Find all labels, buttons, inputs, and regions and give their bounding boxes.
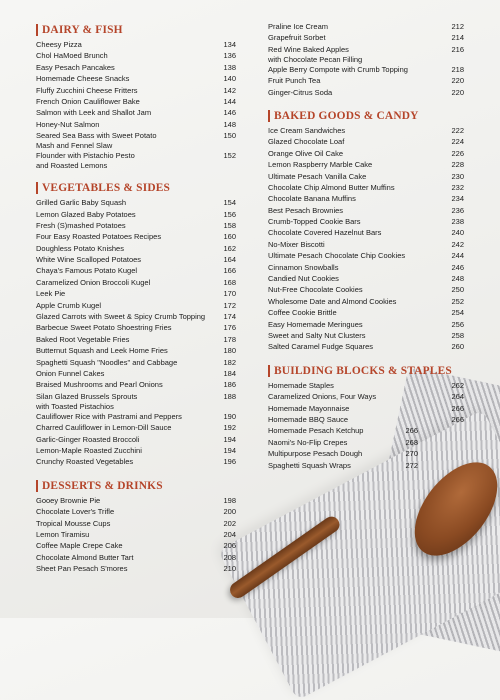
toc-entry[interactable] <box>36 74 236 85</box>
toc-entry[interactable] <box>268 381 464 392</box>
page-number: 208 <box>223 552 236 562</box>
toc-entry[interactable] <box>268 263 464 274</box>
toc-entry[interactable] <box>268 194 464 205</box>
page-number: 178 <box>223 334 236 344</box>
recipe-title: Tropical Mousse Cups <box>36 518 111 528</box>
recipe-title: Red Wine Baked Apples with Chocolate Pecan Filling <box>268 44 363 64</box>
recipe-title: Glazed Carrots with Sweet & Spicy Crumb Topping <box>36 312 206 322</box>
recipe-title: Naomi's No-Flip Crepes <box>268 437 348 447</box>
page-number: 258 <box>451 330 464 340</box>
toc-entry[interactable] <box>36 97 236 108</box>
page-number: 168 <box>223 277 236 287</box>
page-number: 192 <box>223 423 236 433</box>
recipe-title: Homemade Mayonnaise <box>268 403 350 413</box>
toc-entry[interactable] <box>268 331 464 342</box>
toc-entry[interactable] <box>268 285 464 296</box>
page-number: 228 <box>451 160 464 170</box>
page-number: 242 <box>451 239 464 249</box>
recipe-title: Braised Mushrooms and Pearl Onions <box>36 380 163 390</box>
toc-entry[interactable] <box>36 221 236 232</box>
toc-entry[interactable] <box>36 312 236 323</box>
recipe-title: Easy Homemade Meringues <box>268 319 363 329</box>
toc-entry[interactable] <box>36 278 236 289</box>
page-number: 170 <box>223 289 236 299</box>
page-number: 268 <box>405 437 418 447</box>
recipe-title: Chocolate Covered Hazelnut Bars <box>268 228 382 238</box>
page-number: 260 <box>451 342 464 352</box>
recipe-title: Four Easy Roasted Potatoes Recipes <box>36 232 162 242</box>
page-number: 148 <box>223 119 236 129</box>
page-number: 256 <box>451 319 464 329</box>
toc-entry[interactable] <box>36 151 236 171</box>
toc-entry[interactable] <box>36 496 236 507</box>
recipe-title: Homemade BBQ Sauce <box>268 414 349 424</box>
page-number: 194 <box>223 434 236 444</box>
recipe-title: Butternut Squash and Leek Home Fries <box>36 346 168 356</box>
toc-entry[interactable] <box>268 240 464 251</box>
heading-accent-bar <box>268 110 270 122</box>
section-building-blocks-staples <box>268 363 464 472</box>
page-number: 238 <box>451 217 464 227</box>
recipe-title: Best Pesach Brownies <box>268 205 344 215</box>
recipe-title: Barbecue Sweet Potato Shoestring Fries <box>36 323 172 333</box>
page-number: 196 <box>223 457 236 467</box>
recipe-title: Apple Berry Compote with Crumb Topping <box>268 64 408 74</box>
toc-entry[interactable] <box>268 76 464 87</box>
recipe-title: Onion Funnel Cakes <box>36 368 105 378</box>
toc-entry[interactable] <box>36 244 236 255</box>
recipe-title: Ginger-Citrus Soda <box>268 87 333 97</box>
recipe-title: French Onion Cauliflower Bake <box>36 96 140 106</box>
toc-entry[interactable] <box>36 564 236 575</box>
recipe-title: Caramelized Onion Broccoli Kugel <box>36 277 151 287</box>
toc-entry[interactable] <box>36 435 236 446</box>
page-number: 224 <box>451 137 464 147</box>
page-number: 158 <box>223 220 236 230</box>
recipe-title: Lemon Glazed Baby Potatoes <box>36 209 136 219</box>
recipe-title: Silan Glazed Brussels Sprouts with Toasted Pistachios <box>36 391 138 411</box>
page-number: 210 <box>223 564 236 574</box>
toc-entry[interactable] <box>36 86 236 97</box>
page-number: 166 <box>223 266 236 276</box>
recipe-title: Apple Crumb Kugel <box>36 300 102 310</box>
recipe-title: Doughless Potato Knishes <box>36 243 124 253</box>
toc-entry[interactable] <box>36 392 236 412</box>
toc-entry[interactable] <box>268 88 464 99</box>
page-number: 236 <box>451 205 464 215</box>
recipe-title: Chaya's Famous Potato Kugel <box>36 266 138 276</box>
page-number: 234 <box>451 194 464 204</box>
page-number: 266 <box>405 426 418 436</box>
recipe-title: Honey-Nut Salmon <box>36 119 100 129</box>
page-number: 220 <box>451 87 464 97</box>
page-number: 232 <box>451 182 464 192</box>
recipe-title: Baked Root Vegetable Fries <box>36 334 130 344</box>
recipe-title: Charred Cauliflower in Lemon-Dill Sauce <box>36 423 172 433</box>
page-number: 150 <box>223 131 236 141</box>
toc-entry[interactable] <box>268 404 464 415</box>
toc-entry[interactable] <box>268 342 464 353</box>
toc-entry[interactable] <box>36 40 236 51</box>
toc-entry[interactable] <box>268 126 464 137</box>
section-title: BAKED GOODS & CANDY <box>274 109 419 122</box>
page-number: 160 <box>223 232 236 242</box>
page-number: 240 <box>451 228 464 238</box>
page-number: 184 <box>223 368 236 378</box>
recipe-title: Multipurpose Pesach Dough <box>268 449 363 459</box>
toc-entry[interactable] <box>268 172 464 183</box>
page-number: 142 <box>223 85 236 95</box>
toc-entry[interactable] <box>268 22 464 33</box>
toc-entry[interactable] <box>36 232 236 243</box>
recipe-title: Crunchy Roasted Vegetables <box>36 457 134 467</box>
page-number: 180 <box>223 346 236 356</box>
recipe-title: Ultimate Pesach Vanilla Cake <box>268 171 367 181</box>
recipe-title: Fresh (S)mashed Potatoes <box>36 220 126 230</box>
toc-entry[interactable] <box>36 108 236 119</box>
recipe-title: White Wine Scalloped Potatoes <box>36 255 142 265</box>
toc-entry[interactable] <box>36 519 236 530</box>
section-title: DAIRY & FISH <box>42 24 123 36</box>
recipe-title: Ice Cream Sandwiches <box>268 125 346 135</box>
toc-entry[interactable] <box>268 449 418 460</box>
recipe-title: Coffee Cookie Brittle <box>268 308 337 318</box>
section-heading <box>36 22 236 38</box>
toc-entry[interactable] <box>36 301 236 312</box>
toc-entry[interactable] <box>268 149 464 160</box>
recipe-title: Lemon-Maple Roasted Zucchini <box>36 445 142 455</box>
recipe-title: Spaghetti Squash Wraps <box>268 460 351 470</box>
recipe-title: Coffee Maple Crepe Cake <box>36 541 123 551</box>
toc-entry[interactable] <box>36 266 236 277</box>
section-vegetables-sides <box>36 180 236 469</box>
recipe-title: Homemade Staples <box>268 380 334 390</box>
page-number: 220 <box>451 76 464 86</box>
page-number: 222 <box>451 125 464 135</box>
toc-entry[interactable] <box>268 415 464 426</box>
page-number: 190 <box>223 411 236 421</box>
toc-entry[interactable] <box>36 412 236 423</box>
section-title: DESSERTS & DRINKS <box>42 479 163 492</box>
recipe-title: Leek Pie <box>36 289 66 299</box>
toc-entry[interactable] <box>36 380 236 391</box>
recipe-title: Sweet and Salty Nut Clusters <box>268 330 366 340</box>
recipe-title: Wholesome Date and Almond Cookies <box>268 296 397 306</box>
page-number: 182 <box>223 357 236 367</box>
toc-entry[interactable] <box>268 137 464 148</box>
recipe-title: Seared Sea Bass with Sweet Potato Mash and Fennel Slaw <box>36 131 157 151</box>
page-number: 156 <box>223 209 236 219</box>
recipe-title: Easy Pesach Pancakes <box>36 62 115 72</box>
toc-entry[interactable] <box>36 63 236 74</box>
recipe-title: Chocolate Almond Butter Tart <box>36 552 134 562</box>
section-title: BUILDING BLOCKS & STAPLES <box>274 364 452 377</box>
toc-entry[interactable] <box>36 346 236 357</box>
page-number: 248 <box>451 274 464 284</box>
recipe-title: Gooey Brownie Pie <box>36 495 101 505</box>
page-number: 272 <box>405 460 418 470</box>
toc-entry[interactable] <box>268 183 464 194</box>
recipe-title: Ultimate Pesach Chocolate Chip Cookies <box>268 251 406 261</box>
toc-entry[interactable] <box>36 530 236 541</box>
toc-right-column <box>268 22 464 481</box>
toc-entry[interactable] <box>36 120 236 131</box>
page-number: 250 <box>451 285 464 295</box>
page-number: 154 <box>223 198 236 208</box>
page-number: 200 <box>223 507 236 517</box>
toc-entry[interactable] <box>268 45 464 65</box>
section-heading <box>36 478 236 494</box>
section-heading <box>268 363 464 379</box>
page-number: 136 <box>223 51 236 61</box>
page-number: 214 <box>451 33 464 43</box>
toc-left-column <box>36 22 236 584</box>
recipe-title: Grapefruit Sorbet <box>268 33 326 43</box>
page-number: 246 <box>451 262 464 272</box>
recipe-title: Chocolate Chip Almond Butter Muffins <box>268 182 395 192</box>
recipe-title: Sheet Pan Pesach S'mores <box>36 564 128 574</box>
page-number: 186 <box>223 380 236 390</box>
recipe-title: Chol HaMoed Brunch <box>36 51 108 61</box>
toc-entry[interactable] <box>268 297 464 308</box>
toc-entry[interactable] <box>268 308 464 319</box>
heading-accent-bar <box>36 182 38 194</box>
page-number: 206 <box>223 541 236 551</box>
page-number: 146 <box>223 108 236 118</box>
page-number: 264 <box>451 392 464 402</box>
recipe-title: Lemon Tiramisu <box>36 529 90 539</box>
page-number: 212 <box>451 22 464 31</box>
page-number: 266 <box>451 403 464 413</box>
page-number: 140 <box>223 74 236 84</box>
recipe-title: Fruit Punch Tea <box>268 76 321 86</box>
toc-entry[interactable] <box>268 392 464 403</box>
recipe-title: Candied Nut Cookies <box>268 274 339 284</box>
toc-entry[interactable] <box>36 255 236 266</box>
toc-entry[interactable] <box>36 369 236 380</box>
section-heading <box>268 108 464 124</box>
section-desserts-drinks <box>36 478 236 576</box>
recipe-title: Salted Caramel Fudge Squares <box>268 342 374 352</box>
section-dairy-fish <box>36 22 236 171</box>
heading-accent-bar <box>36 24 38 36</box>
toc-entry[interactable] <box>268 228 464 239</box>
page-number: 230 <box>451 171 464 181</box>
page-number: 216 <box>451 44 464 54</box>
toc-entry[interactable] <box>36 131 236 151</box>
toc-entry[interactable] <box>268 438 418 449</box>
page-number: 176 <box>223 323 236 333</box>
recipe-title: Chocolate Lover's Trifle <box>36 507 115 517</box>
recipe-title: Spaghetti Squash "Noodles" and Cabbage <box>36 357 178 367</box>
heading-accent-bar <box>268 365 270 377</box>
recipe-title: Lemon Raspberry Marble Cake <box>268 160 373 170</box>
recipe-title: Cheesy Pizza <box>36 40 82 49</box>
page-number: 174 <box>223 312 236 322</box>
recipe-title: Cinnamon Snowballs <box>268 262 339 272</box>
toc-entry[interactable] <box>268 160 464 171</box>
recipe-title: Glazed Chocolate Loaf <box>268 137 345 147</box>
toc-entry[interactable] <box>268 320 464 331</box>
section-baked-goods-candy <box>268 108 464 354</box>
page-number: 144 <box>223 96 236 106</box>
page-number: 202 <box>223 518 236 528</box>
page-number: 266 <box>451 414 464 424</box>
page-number: 188 <box>223 391 236 401</box>
toc-entry[interactable] <box>268 65 464 76</box>
page-number: 152 <box>223 151 236 161</box>
heading-accent-bar <box>36 480 38 492</box>
page-number: 204 <box>223 529 236 539</box>
page-number: 218 <box>451 64 464 74</box>
page-number: 244 <box>451 251 464 261</box>
section-heading <box>36 180 236 196</box>
toc-entry[interactable] <box>36 446 236 457</box>
page-number: 162 <box>223 243 236 253</box>
recipe-title: Grilled Garlic Baby Squash <box>36 198 127 208</box>
page-number: 252 <box>451 296 464 306</box>
toc-entry[interactable] <box>36 210 236 221</box>
recipe-title: Caramelized Onions, Four Ways <box>268 392 377 402</box>
recipe-title: No-Mixer Biscotti <box>268 239 325 249</box>
recipe-title: Fluffy Zucchini Cheese Fritters <box>36 85 138 95</box>
toc-entry[interactable] <box>268 33 464 44</box>
toc-entry[interactable] <box>36 289 236 300</box>
page-number: 198 <box>223 495 236 505</box>
toc-entry[interactable] <box>36 423 236 434</box>
section-continued <box>268 22 464 99</box>
toc-entry[interactable] <box>36 553 236 564</box>
toc-entry[interactable] <box>36 51 236 62</box>
recipe-title: Homemade Cheese Snacks <box>36 74 130 84</box>
toc-entry[interactable] <box>36 323 236 334</box>
recipe-title: Salmon with Leek and Shallot Jam <box>36 108 152 118</box>
toc-entry[interactable] <box>36 335 236 346</box>
recipe-title: Homemade Pesach Ketchup <box>268 426 364 436</box>
recipe-title: Orange Olive Oil Cake <box>268 148 344 158</box>
page-number: 262 <box>451 380 464 390</box>
page-number: 254 <box>451 308 464 318</box>
page-number: 270 <box>405 449 418 459</box>
recipe-title: Crumb-Topped Cookie Bars <box>268 217 361 227</box>
page-number: 134 <box>223 40 236 49</box>
toc-entry[interactable] <box>36 507 236 518</box>
recipe-title: Nut-Free Chocolate Cookies <box>268 285 363 295</box>
recipe-title: Flounder with Pistachio Pesto and Roasted Lemons <box>36 151 135 171</box>
toc-entry[interactable] <box>268 274 464 285</box>
toc-entry[interactable] <box>268 217 464 228</box>
toc-entry[interactable] <box>36 457 236 468</box>
page-number: 138 <box>223 62 236 72</box>
page-number: 164 <box>223 255 236 265</box>
toc-entry[interactable] <box>268 251 464 262</box>
toc-entry[interactable] <box>36 541 236 552</box>
toc-entry[interactable] <box>268 426 418 437</box>
page-number: 172 <box>223 300 236 310</box>
toc-entry[interactable] <box>268 461 418 472</box>
recipe-title: Garlic-Ginger Roasted Broccoli <box>36 434 140 444</box>
toc-entry[interactable] <box>36 358 236 369</box>
recipe-title: Cauliflower Rice with Pastrami and Peppers <box>36 411 182 421</box>
recipe-title: Praline Ice Cream <box>268 22 329 31</box>
recipe-title: Chocolate Banana Muffins <box>268 194 356 204</box>
page-number: 226 <box>451 148 464 158</box>
toc-entry[interactable] <box>268 206 464 217</box>
page-number: 194 <box>223 445 236 455</box>
toc-entry[interactable] <box>36 198 236 209</box>
section-title: VEGETABLES & SIDES <box>42 182 171 195</box>
